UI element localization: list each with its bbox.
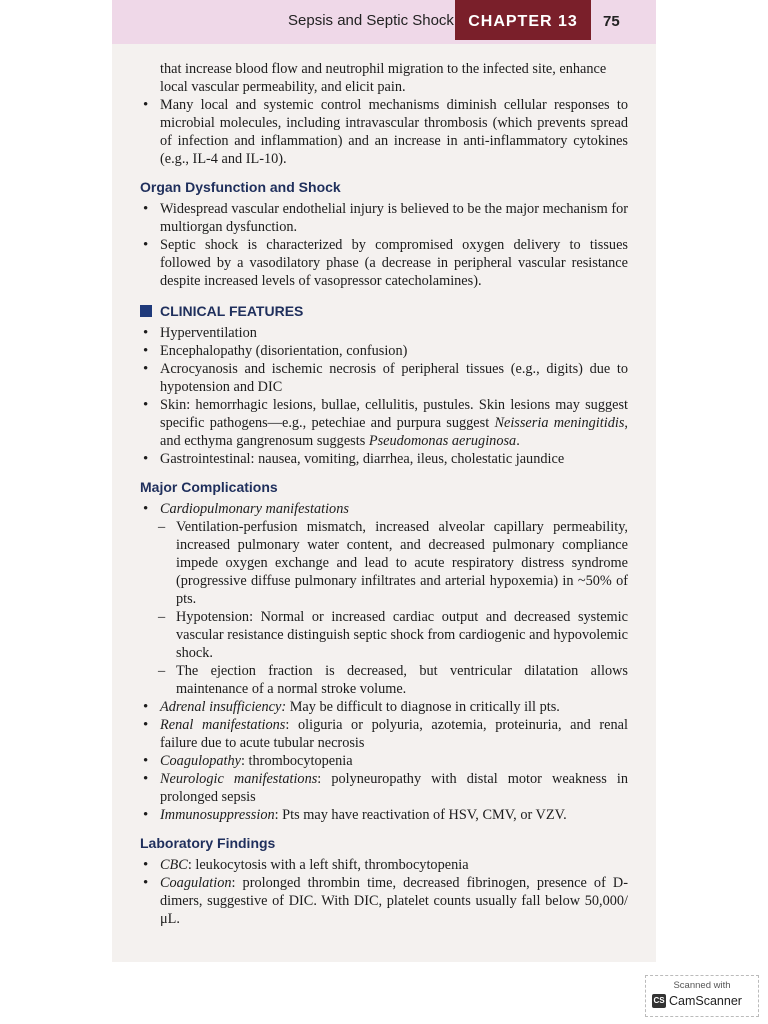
list-item: • Encephalopathy (disorientation, confusion) [140,342,628,360]
pathogen-name: Pseudomonas aeruginosa [368,433,517,449]
list-item: • Septic shock is characterized by compromised oxygen delivery to tissues followed by a vasodilatory phase (a decrease in peripheral vascular resistance despite increased levels of vasopressor catecholamines). [140,236,628,290]
complications-list [140,500,628,824]
clinical-list [140,324,628,468]
list-item [140,396,628,450]
term-text: : prolonged thrombin time, decreased fibrinogen, presence of D-dimers, suggestive of DIC. With DIC, platelet counts usually fall below 50,000/μL. [160,875,628,927]
page-number: 75 [603,13,620,30]
list-item: • Acrocyanosis and ischemic necrosis of peripheral tissues (e.g., digits) due to hypotension and DIC [140,360,628,396]
intro-paragraph: that increase blood flow and neutrophil migration to the infected site, enhance local vascular permeability, and elicit pain. [160,61,607,95]
list-item [140,752,628,770]
term-label: Coagulopathy [160,753,242,769]
chapter-label: CHAPTER 13 [455,0,591,40]
watermark-caption: Scanned with [673,980,731,991]
clinical-features-title: CLINICAL FEATURES [160,303,304,319]
section-square-icon [140,305,152,317]
skin-text: . [516,433,520,449]
cardio-sublist [140,518,628,698]
organ-list [140,200,628,290]
list-item [140,698,628,716]
watermark-app-name: CamScanner [669,994,742,1008]
list-item [140,716,628,752]
page-body [140,60,628,928]
term-text: : Pts may have reactivation of HSV, CMV, or VZV. [274,807,567,823]
term-text: : polyneuropathy with distal motor weakness in prolonged sepsis [160,771,628,805]
pathogen-name: Neisseria meningitidis [494,415,625,431]
sub-list-item: – Ventilation-perfusion mismatch, increased alveolar capillary permeability, increased pulmonary water content, and decreased pulmonary compliance impede oxygen exchange and lead to acute respiratory distress syndrome (progressive diffuse pulmonary infiltrates and arterial hypoxemia) in ~50% of pts. [140,518,628,608]
term-label: Renal manifestations [160,717,286,733]
list-item [140,806,628,824]
term-label: Coagulation [160,875,232,891]
laboratory-findings-heading: Laboratory Findings [140,835,276,851]
skin-text: , and ecthyma gangrenosum suggests [160,415,628,449]
list-item: • Hyperventilation [140,324,628,342]
organ-dysfunction-heading: Organ Dysfunction and Shock [140,179,341,195]
list-item [140,874,628,928]
term-text: : oliguria or polyuria, azotemia, proteinuria, and renal failure due to acute tubular necrosis [160,717,628,751]
watermark-brand [652,994,742,1008]
term-label: Neurologic manifestations [160,771,318,787]
term-label: Adrenal insufficiency: [160,699,287,715]
intro-list [140,96,628,168]
list-item: • Many local and systemic control mechanisms diminish cellular responses to microbial molecules, including intravascular thrombosis (which prevents spread of infection and inflammation) and an increase in anti-inflammatory cytokines (e.g., IL-4 and IL-10). [140,96,628,168]
list-item [140,770,628,806]
list-item: • Widespread vascular endothelial injury is believed to be the major mechanism for multiorgan dysfunction. [140,200,628,236]
sub-list-item: – The ejection fraction is decreased, but ventricular dilatation allows maintenance of a normal stroke volume. [140,662,628,698]
list-item [140,856,628,874]
term-label: Immunosuppression [160,807,275,823]
term-text: May be difficult to diagnose in critically ill pts. [286,699,560,715]
term-label: CBC [160,857,188,873]
list-item: • Gastrointestinal: nausea, vomiting, diarrhea, ileus, cholestatic jaundice [140,450,628,468]
running-head: Sepsis and Septic Shock [288,12,454,29]
clinical-features-heading [140,302,628,320]
skin-text: Skin: hemorrhagic lesions, bullae, cellulitis, pustules. Skin lesions may suggest specific pathogens—e.g., petechiae and purpura suggest [160,397,628,431]
scanner-watermark [645,975,759,1017]
term-text: : leukocytosis with a left shift, thrombocytopenia [187,857,469,873]
lab-list [140,856,628,928]
cardio-label: Cardiopulmonary manifestations [160,501,349,517]
sub-list-item: – Hypotension: Normal or increased cardiac output and decreased systemic vascular resistance distinguish septic shock from cardiogenic and hypovolemic shock. [140,608,628,662]
major-complications-heading: Major Complications [140,479,278,495]
camscanner-logo-icon: CS [652,994,666,1008]
list-item [140,500,628,698]
term-text: : thrombocytopenia [241,753,353,769]
